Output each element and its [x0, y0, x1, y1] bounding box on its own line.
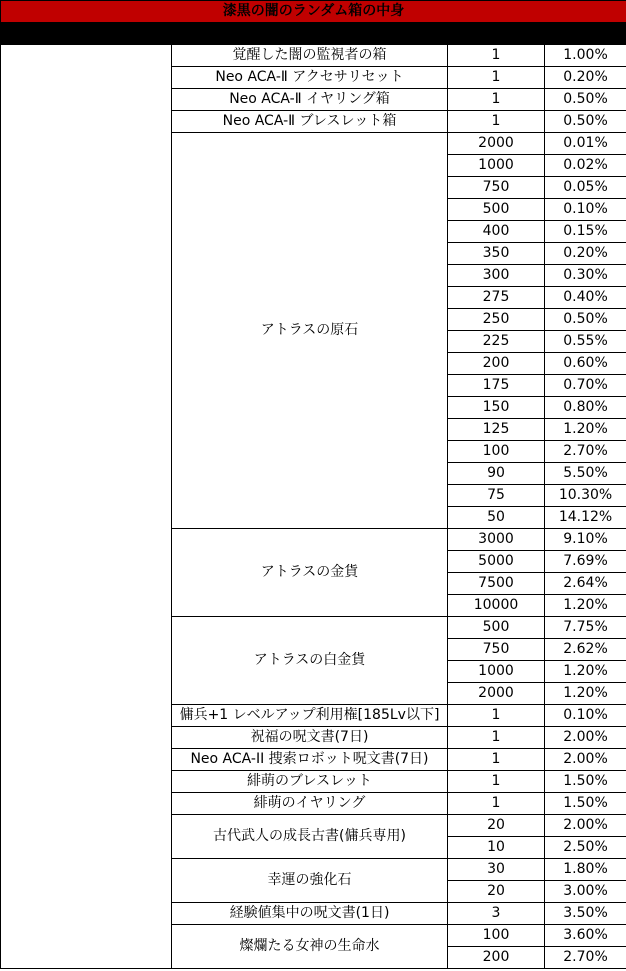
count-cell: 1 [448, 89, 545, 111]
probability-cell: 0.70% [545, 375, 626, 397]
header-obtained-item: 獲得アイテム [172, 23, 448, 45]
count-cell: 300 [448, 265, 545, 287]
probability-cell: 3.60% [545, 925, 626, 947]
obtained-item-name: 古代武人の成長古書(傭兵専用) [172, 815, 448, 859]
probability-cell: 2.70% [545, 441, 626, 463]
count-cell: 500 [448, 617, 545, 639]
probability-cell: 0.55% [545, 331, 626, 353]
probability-cell: 0.02% [545, 155, 626, 177]
count-cell: 20 [448, 815, 545, 837]
count-cell: 10000 [448, 595, 545, 617]
probability-cell: 2.00% [545, 749, 626, 771]
obtained-item-name: 覚醒した闇の監視者の箱 [172, 45, 448, 67]
count-cell: 1 [448, 727, 545, 749]
header-use-item: 使用アイテム [1, 23, 172, 45]
obtained-item-name: アトラスの白金貨 [172, 617, 448, 705]
table-title: 漆黒の闇のランダム箱の中身 [1, 1, 626, 23]
probability-cell: 0.30% [545, 265, 626, 287]
count-cell: 200 [448, 353, 545, 375]
count-cell: 1000 [448, 661, 545, 683]
probability-cell: 1.50% [545, 793, 626, 815]
header-row [1, 23, 626, 45]
probability-cell: 0.05% [545, 177, 626, 199]
probability-cell: 0.50% [545, 309, 626, 331]
probability-cell: 1.20% [545, 661, 626, 683]
count-cell: 400 [448, 221, 545, 243]
title-row [1, 1, 626, 23]
obtained-item-name: Neo ACA-Ⅱ アクセサリセット [172, 67, 448, 89]
obtained-item-name: 緋萌のイヤリング [172, 793, 448, 815]
probability-cell: 2.62% [545, 639, 626, 661]
count-cell: 90 [448, 463, 545, 485]
count-cell: 1 [448, 705, 545, 727]
count-cell: 1 [448, 793, 545, 815]
probability-cell: 1.20% [545, 595, 626, 617]
count-cell: 175 [448, 375, 545, 397]
probability-cell: 0.50% [545, 111, 626, 133]
obtained-item-name: Neo ACA-Ⅱ ブレスレット箱 [172, 111, 448, 133]
obtained-item-name: アトラスの金貨 [172, 529, 448, 617]
probability-cell: 9.10% [545, 529, 626, 551]
probability-cell: 2.00% [545, 727, 626, 749]
probability-cell: 0.60% [545, 353, 626, 375]
obtained-item-name: アトラスの原石 [172, 133, 448, 529]
count-cell: 3000 [448, 529, 545, 551]
count-cell: 75 [448, 485, 545, 507]
probability-cell: 7.75% [545, 617, 626, 639]
count-cell: 1 [448, 771, 545, 793]
obtained-item-name: 燦爛たる女神の生命水 [172, 925, 448, 969]
count-cell: 1 [448, 45, 545, 67]
count-cell: 20 [448, 881, 545, 903]
count-cell: 250 [448, 309, 545, 331]
probability-cell: 2.00% [545, 815, 626, 837]
obtained-item-name: 傭兵+1 レベルアップ利用権[185Lv以下] [172, 705, 448, 727]
probability-cell: 0.10% [545, 705, 626, 727]
probability-cell: 0.15% [545, 221, 626, 243]
probability-cell: 0.80% [545, 397, 626, 419]
count-cell: 7500 [448, 573, 545, 595]
probability-cell: 3.50% [545, 903, 626, 925]
count-cell: 5000 [448, 551, 545, 573]
obtained-item-name: Neo ACA-Ⅱ イヤリング箱 [172, 89, 448, 111]
obtained-item-name: 緋萌のブレスレット [172, 771, 448, 793]
header-probability: 確率 [545, 23, 626, 45]
count-cell: 500 [448, 199, 545, 221]
obtained-item-name: 経験値集中の呪文書(1日) [172, 903, 448, 925]
obtained-item-name: 祝福の呪文書(7日) [172, 727, 448, 749]
count-cell: 750 [448, 177, 545, 199]
probability-cell: 0.50% [545, 89, 626, 111]
count-cell: 350 [448, 243, 545, 265]
count-cell: 30 [448, 859, 545, 881]
count-cell: 2000 [448, 683, 545, 705]
probability-cell: 2.64% [545, 573, 626, 595]
use-item-cell [1, 45, 172, 969]
probability-cell: 14.12% [545, 507, 626, 529]
count-cell: 2000 [448, 133, 545, 155]
probability-cell: 1.00% [545, 45, 626, 67]
count-cell: 225 [448, 331, 545, 353]
count-cell: 1 [448, 67, 545, 89]
probability-cell: 1.50% [545, 771, 626, 793]
table-row [1, 45, 626, 67]
probability-cell: 3.00% [545, 881, 626, 903]
probability-cell: 1.20% [545, 683, 626, 705]
probability-cell: 2.70% [545, 947, 626, 969]
probability-cell: 2.50% [545, 837, 626, 859]
count-cell: 150 [448, 397, 545, 419]
count-cell: 100 [448, 441, 545, 463]
count-cell: 50 [448, 507, 545, 529]
count-cell: 200 [448, 947, 545, 969]
count-cell: 125 [448, 419, 545, 441]
obtained-item-name: 幸運の強化石 [172, 859, 448, 903]
count-cell: 750 [448, 639, 545, 661]
header-count: 個数 [448, 23, 545, 45]
probability-cell: 0.40% [545, 287, 626, 309]
count-cell: 1 [448, 111, 545, 133]
count-cell: 1000 [448, 155, 545, 177]
count-cell: 100 [448, 925, 545, 947]
probability-cell: 7.69% [545, 551, 626, 573]
probability-cell: 0.20% [545, 243, 626, 265]
probability-cell: 5.50% [545, 463, 626, 485]
count-cell: 1 [448, 749, 545, 771]
probability-cell: 10.30% [545, 485, 626, 507]
count-cell: 10 [448, 837, 545, 859]
count-cell: 3 [448, 903, 545, 925]
obtained-item-name: Neo ACA-II 捜索ロボット呪文書(7日) [172, 749, 448, 771]
table-body [1, 45, 626, 969]
probability-cell: 0.10% [545, 199, 626, 221]
count-cell: 275 [448, 287, 545, 309]
probability-cell: 1.20% [545, 419, 626, 441]
probability-cell: 0.20% [545, 67, 626, 89]
probability-cell: 0.01% [545, 133, 626, 155]
probability-cell: 1.80% [545, 859, 626, 881]
